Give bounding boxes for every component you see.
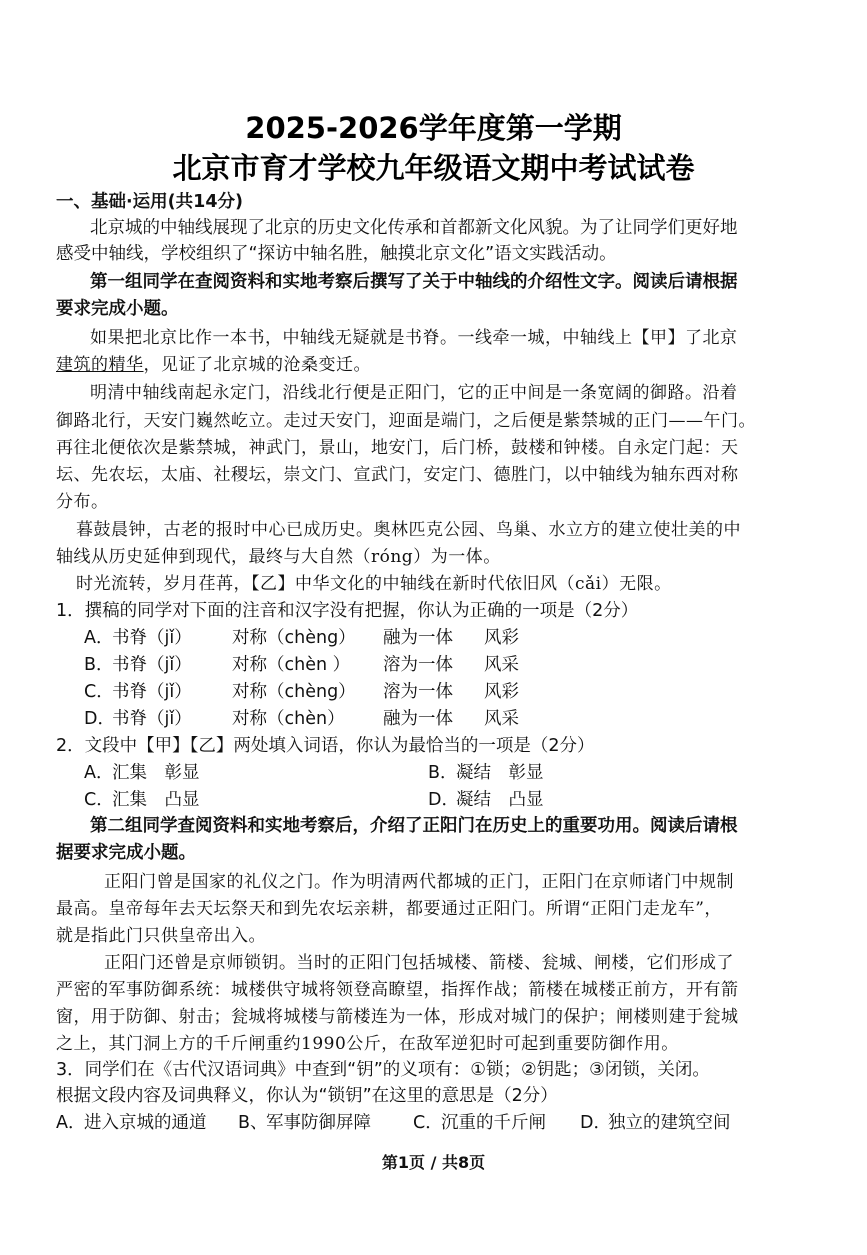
group2-instruction-2: 据要求完成小题。 — [56, 843, 196, 863]
passage1-line-6: 坛、先农坛，太庙、社稷坛，崇文门、宣武门，安定门、德胜门，以中轴线为轴东西对称 — [56, 465, 739, 485]
group1-instruction-2: 要求完成小题。 — [56, 299, 179, 319]
option-part: 对称（chèng） — [232, 682, 356, 702]
option-part: 书脊（jǐ） — [112, 709, 192, 729]
section1-heading: 一、基础·运用(共14分) — [56, 192, 243, 212]
q2-stem: 2．文段中【甲】【乙】两处填入词语，你认为最恰当的一项是（2分） — [56, 736, 595, 756]
option-label: C． — [84, 790, 114, 810]
passage1-line-9: 轴线从历史延伸到现代，最终与大自然（róng）为一体。 — [56, 547, 501, 567]
passage2-line-6: 窗，用于防御、射击；瓮城将城楼与箭楼连为一体，形成对城门的保护；闸楼则建于瓮城 — [56, 1007, 739, 1027]
group2-instruction-1: 第二组同学查阅资料和实地考察后，介绍了正阳门在历史上的重要功用。阅读后请根 — [90, 816, 738, 836]
passage1-line-8: 暮鼓晨钟，古老的报时中心已成历史。奥林匹克公园、鸟巢、水立方的建立使壮美的中 — [76, 520, 741, 540]
option-part: 风彩 — [484, 628, 519, 648]
q3-stem-1: 3．同学们在《古代汉语词典》中查到“钥”的义项有：①锁；②钥匙；③闭锁，关闭。 — [56, 1060, 710, 1080]
option-part: 书脊（jǐ） — [112, 682, 192, 702]
passage2-line-1: 正阳门曾是国家的礼仪之门。作为明清两代都城的正门，正阳门在京师诸门中规制 — [104, 872, 734, 892]
option-text: 进入京城的通道 — [84, 1113, 207, 1133]
option-label: B． — [84, 655, 114, 675]
group1-instruction-1: 第一组同学在查阅资料和实地考察后撰写了关于中轴线的介绍性文字。阅读后请根据 — [90, 272, 738, 292]
option-part: 溶为一体 — [383, 655, 453, 675]
passage2-line-4: 正阳门还曾是京师锁钥。当时的正阳门包括城楼、箭楼、瓮城、闸楼，它们形成了 — [104, 953, 734, 973]
passage2-line-7: 之上，其门洞上方的千斤闸重约1990公斤，在敌军逆犯时可起到重要防御作用。 — [56, 1034, 679, 1054]
passage1-line-1: 如果把北京比作一本书，中轴线无疑就是书脊。一线牵一城，中轴线上【甲】了北京 — [90, 328, 738, 348]
passage1-line-5: 再往北便依次是紫禁城，神武门，景山，地安门，后门桥，鼓楼和钟楼。自永定门起：天 — [56, 438, 739, 458]
option-label: A． — [84, 763, 114, 783]
option-part: 风采 — [484, 655, 519, 675]
passage1-line-3: 明清中轴线南起永定门，沿线北行便是正阳门，它的正中间是一条宽阔的御路。沿着 — [90, 383, 738, 403]
intro-line-2: 感受中轴线，学校组织了“探访中轴名胜，触摸北京文化”语文实践活动。 — [56, 244, 617, 264]
option-part: 书脊（jǐ） — [112, 628, 192, 648]
option-part: 风采 — [484, 709, 519, 729]
q1-stem: 1．撰稿的同学对下面的注音和汉字没有把握，你认为正确的一项是（2分） — [56, 601, 639, 621]
option-label: B、 — [238, 1113, 268, 1133]
option-text: 汇集 凸显 — [112, 790, 200, 810]
option-label: A． — [84, 628, 114, 648]
exam-title-main: 北京市育才学校九年级语文期中考试试卷 — [172, 151, 695, 185]
passage2-line-2: 最高。皇帝每年去天坛祭天和到先农坛亲耕，都要通过正阳门。所谓“正阳门走龙车”， — [56, 899, 722, 919]
passage1-line-7: 分布。 — [56, 492, 109, 512]
option-part: 对称（chèng） — [232, 628, 356, 648]
option-label: D． — [428, 790, 459, 810]
option-label: D． — [580, 1113, 611, 1133]
option-part: 风彩 — [484, 682, 519, 702]
option-label: C． — [84, 682, 114, 702]
option-part: 融为一体 — [383, 709, 453, 729]
option-text: 沉重的千斤闸 — [441, 1113, 546, 1133]
option-label: A． — [56, 1113, 86, 1133]
option-text: 凝结 彰显 — [456, 763, 544, 783]
option-part: 书脊（jǐ） — [112, 655, 192, 675]
option-text: 凝结 凸显 — [456, 790, 544, 810]
option-part: 对称（chèn ） — [232, 655, 351, 675]
option-part: 融为一体 — [383, 628, 453, 648]
option-label: B． — [428, 763, 458, 783]
option-part: 溶为一体 — [383, 682, 453, 702]
option-part: 对称（chèn） — [232, 709, 345, 729]
passage1-line-4: 御路北行，天安门巍然屹立。走过天安门，迎面是端门，之后便是紫禁城的正门——午门。 — [56, 411, 756, 431]
option-label: C． — [413, 1113, 443, 1133]
intro-line-1: 北京城的中轴线展现了北京的历史文化传承和首都新文化风貌。为了让同学们更好地 — [90, 218, 738, 238]
exam-title-term: 2025-2026学年度第一学期 — [245, 111, 622, 145]
option-label: D． — [84, 709, 115, 729]
option-text: 汇集 彰显 — [112, 763, 200, 783]
q3-stem-2: 根据文段内容及词典释义，你认为“锁钥”在这里的意思是（2分） — [56, 1086, 558, 1106]
passage2-line-5: 严密的军事防御系统：城楼供守城将领登高瞭望，指挥作战；箭楼在城楼正前方，开有箭 — [56, 980, 739, 1000]
page-number: 第1页 / 共8页 — [381, 1153, 486, 1172]
passage1-line-2: 建筑的精华，见证了北京城的沧桑变迁。 — [56, 355, 371, 375]
passage1-line-10: 时光流转，岁月荏苒，【乙】中华文化的中轴线在新时代依旧风（cǎi）无限。 — [76, 574, 672, 594]
underlined-phrase: 建筑的精华 — [56, 355, 144, 375]
option-text: 军事防御屏障 — [266, 1113, 371, 1133]
passage2-line-3: 就是指此门只供皇帝出入。 — [56, 926, 266, 946]
option-text: 独立的建筑空间 — [608, 1113, 731, 1133]
